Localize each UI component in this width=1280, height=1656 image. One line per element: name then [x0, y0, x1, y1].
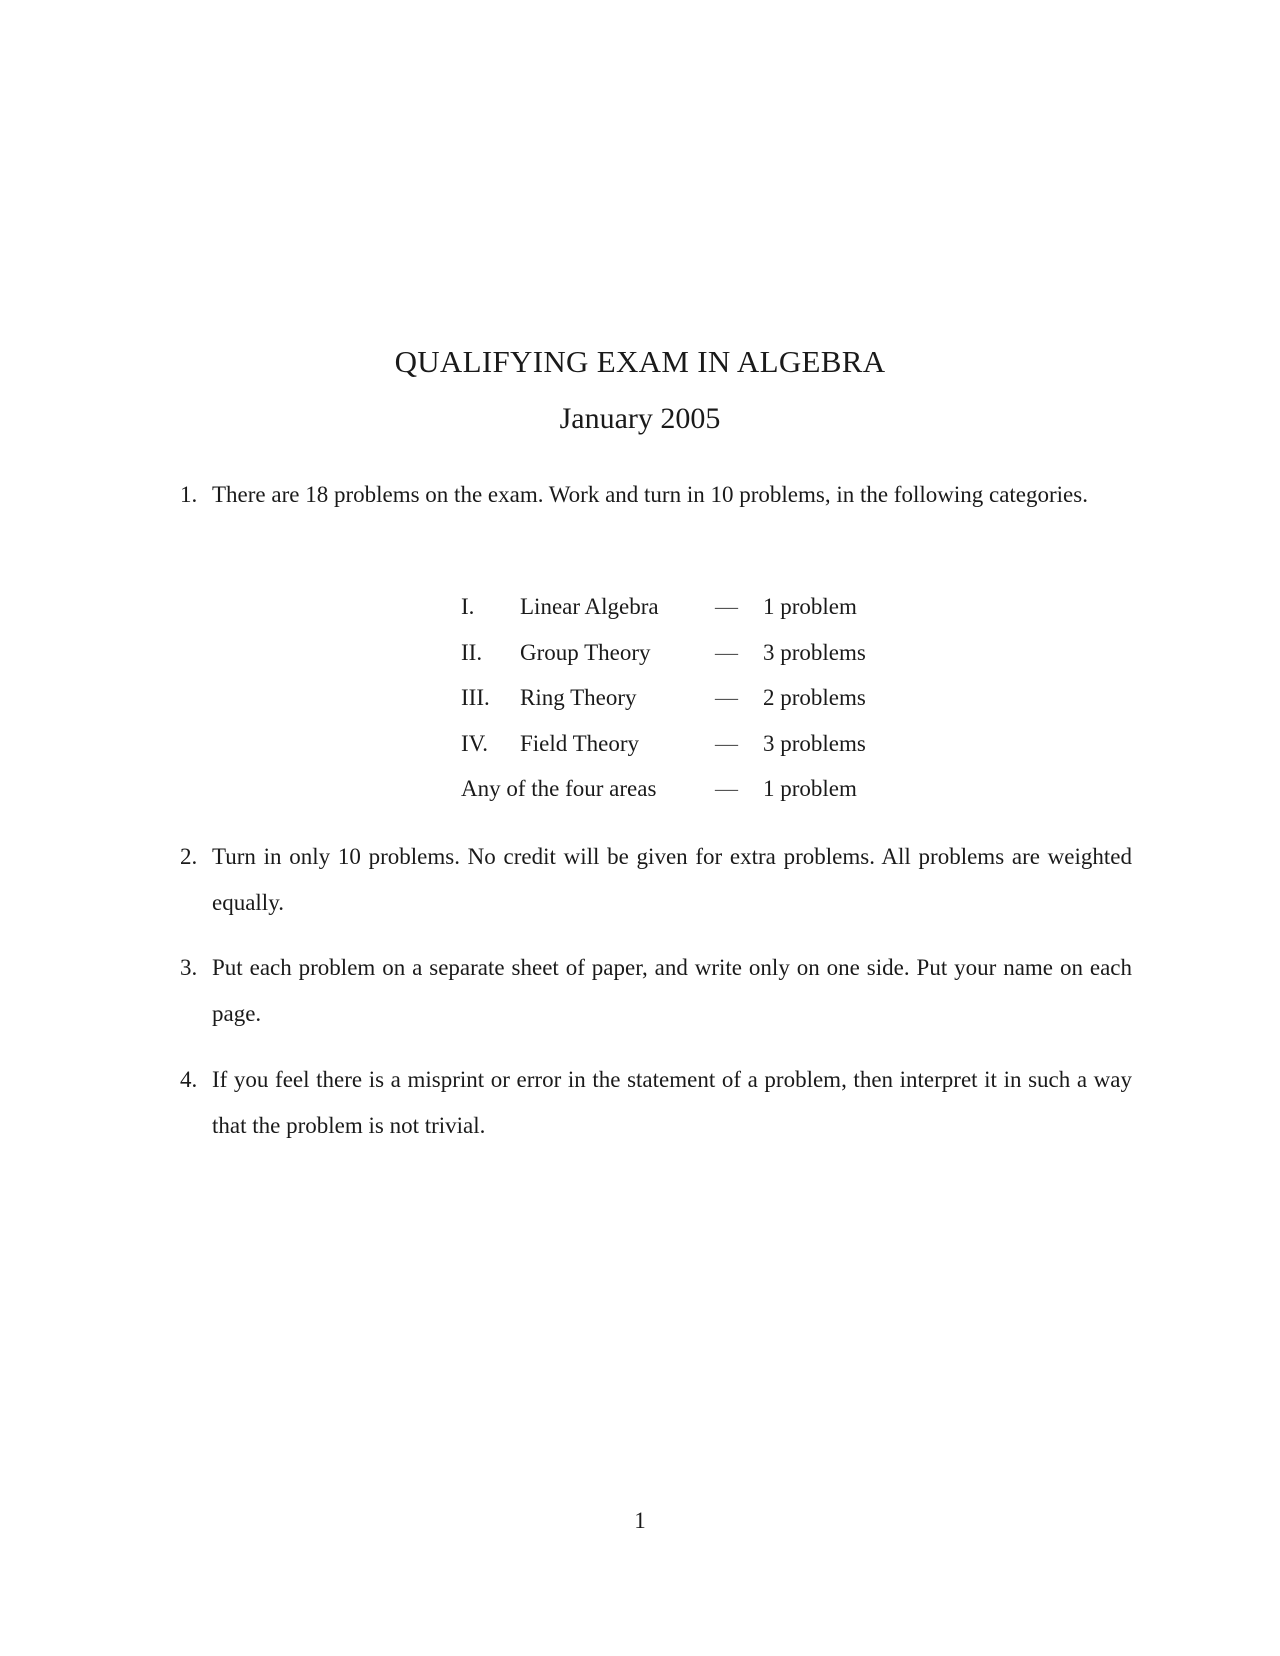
exam-date: January 2005 — [559, 402, 721, 435]
category-dash: — — [715, 594, 738, 619]
category-count: 2 problems — [763, 685, 866, 710]
category-roman: III. — [461, 685, 490, 710]
instruction-text: Turn in only 10 problems. No credit will be given for extra problems. All problems are weighted equally. — [212, 844, 1132, 915]
instruction-number: 4. — [180, 1067, 198, 1092]
category-count: 3 problems — [763, 730, 866, 756]
instruction-item-4 — [180, 1057, 1132, 1149]
instruction-text: Put each problem on a separate sheet of paper, and write only on one side. Put your name on each page. — [212, 955, 1132, 1026]
instruction-number: 2. — [180, 844, 198, 869]
instruction-number: 1. — [180, 482, 198, 507]
instruction-text: There are 18 problems on the exam. Work and turn in 10 problems, in the following categories. — [212, 482, 1088, 507]
category-roman: II. — [461, 639, 483, 665]
instruction-text: If you feel there is a misprint or error in the statement of a problem, then interpret it in such a way that the problem is not trivial. — [212, 1067, 1132, 1138]
category-name: Linear Algebra — [520, 594, 659, 619]
page-number: 1 — [634, 1508, 646, 1533]
category-dash: — — [715, 730, 738, 756]
category-roman: IV. — [461, 730, 489, 756]
category-count: 1 problem — [763, 594, 857, 619]
category-name: Ring Theory — [520, 685, 637, 710]
category-dash: — — [715, 639, 738, 665]
instruction-item-3 — [180, 945, 1132, 1037]
category-dash: — — [715, 776, 738, 801]
instruction-number: 3. — [180, 955, 198, 980]
exam-title: QUALIFYING EXAM IN ALGEBRA — [394, 344, 886, 379]
category-count: 3 problems — [763, 639, 866, 665]
instruction-item-2 — [180, 834, 1132, 926]
category-any-name: Any of the four areas — [461, 776, 657, 801]
category-name: Group Theory — [520, 639, 651, 665]
category-count: 1 problem — [763, 776, 857, 801]
category-roman: I. — [461, 594, 475, 619]
category-name: Field Theory — [520, 730, 640, 756]
category-dash: — — [715, 685, 738, 710]
instruction-item-1 — [180, 472, 1132, 518]
